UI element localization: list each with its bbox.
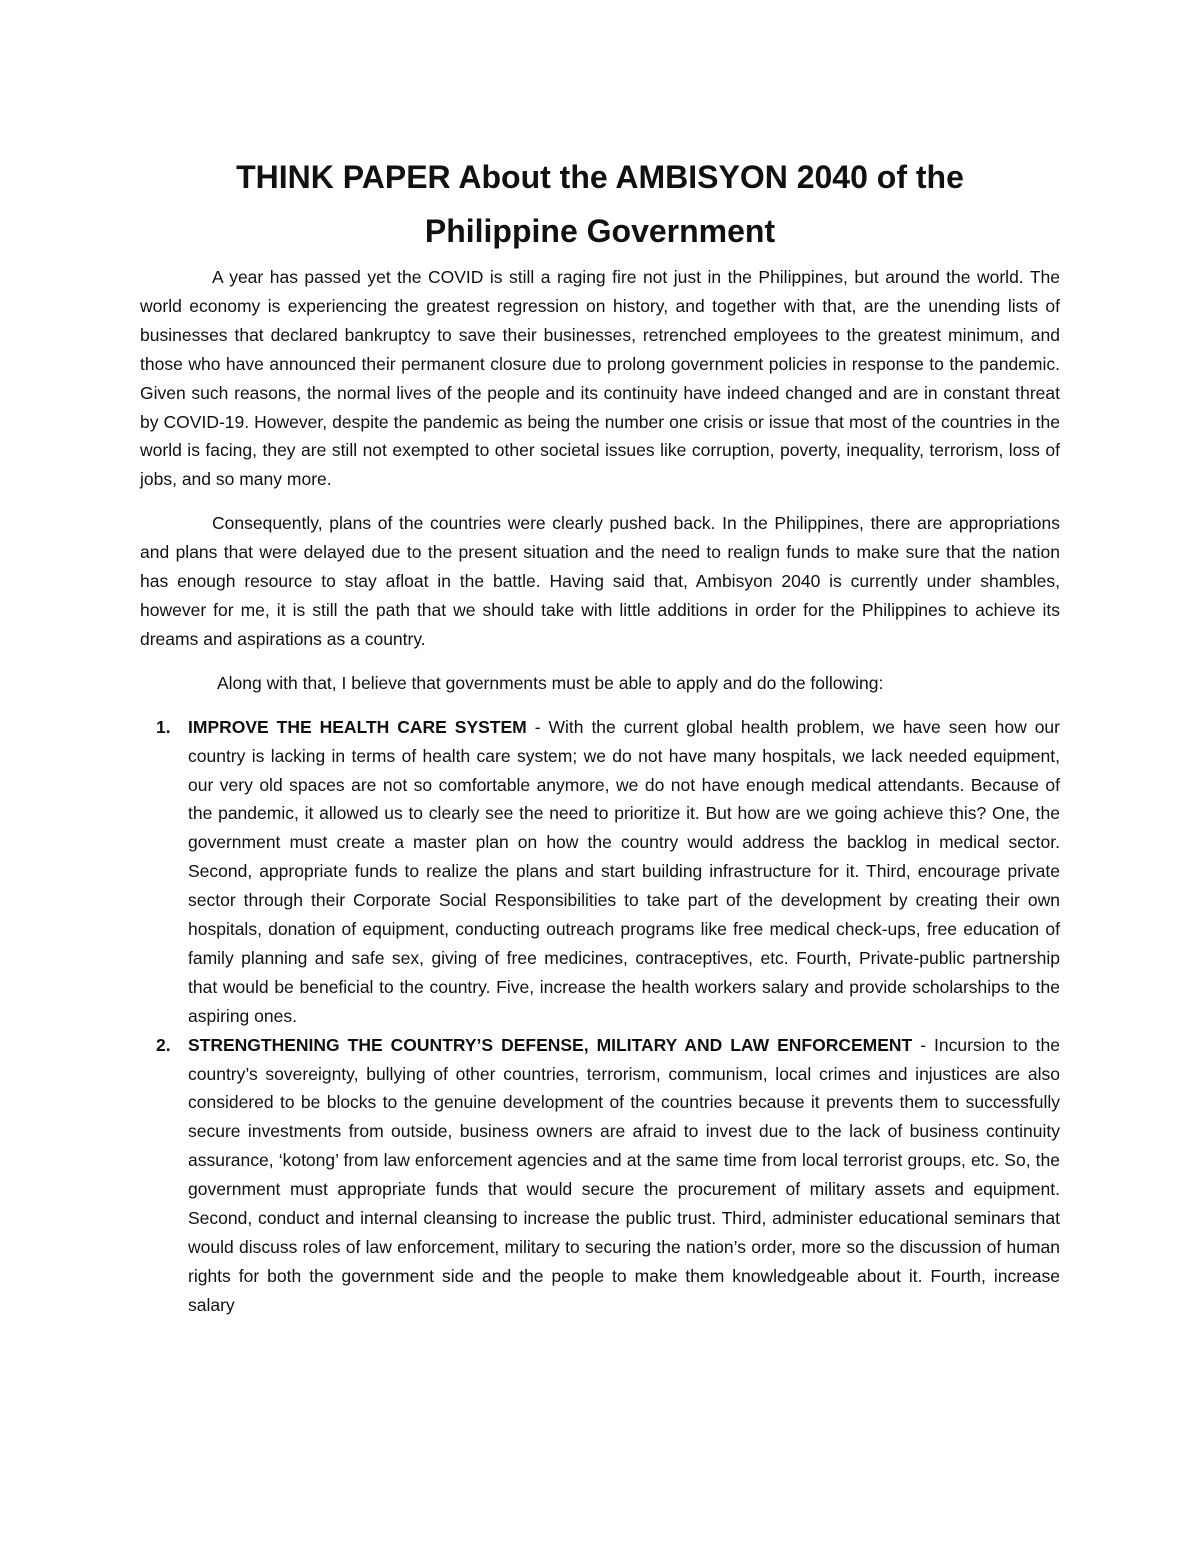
paragraph-intro: A year has passed yet the COVID is still a raging fire not just in the Philippines, but around the world. The world economy is experiencing the greatest regression on history, and together with that, are the unending lists of businesses that declared bankruptcy to save their businesses, retrenched employees to the greatest minimum, and those who have announced their permanent closure due to prolong government policies in response to the pandemic. Given such reasons, the normal lives of the people and its continuity have indeed changed and are in constant threat by COVID-19. However, despite the pandemic as being the number one crisis or issue that most of the countries in the world is facing, they are still not exempted to other societal issues like corruption, poverty, inequality, terrorism, loss of jobs, and so many more.: [140, 267, 1060, 490]
list-item-text: - With the current global health problem, we have seen how our country is lacking in terms of health care system; we do not have many hospitals, we lack needed equipment, our very old spaces are not so comfortable anymore, we do not have enough medical attendants. Because of the pandemic, it allowed us to clearly see the need to prioritize it. But how are we going achieve this? One, the government must create a master plan on how the country would address the backlog in medical sector. Second, appropriate funds to realize the plans and start building infrastructure for it. Third, encourage private sector through their Corporate Social Responsibilities to take part of the development by creating their own hospitals, donation of equipment, conducting outreach programs like free medical check-ups, free education of family planning and safe sex, giving of free medicines, contraceptives, etc. Fourth, Private-public partnership that would be beneficial to the country. Five, increase the health workers salary and provide scholarships to the aspiring ones.: [188, 716, 1060, 1026]
list-item-heading: IMPROVE THE HEALTH CARE SYSTEM: [188, 716, 527, 737]
list-item: [140, 713, 1060, 1031]
document-title: [140, 150, 1060, 258]
recommendations-list: [140, 713, 1060, 1320]
list-item-number: 2.: [156, 1034, 171, 1055]
title-line-2: Philippine Government: [424, 213, 776, 249]
list-item-text: - Incursion to the country’s sovereignty, bullying of other countries, terrorism, communism, local crimes and injustices are also considered to be blocks to the genuine development of the countries because it prevents them to successfully secure investments from outside, business owners are afraid to invest due to the lack of business continuity assurance, ‘kotong’ from law enforcement agencies and at the same time from local terrorist groups, etc. So, the government must appropriate funds that would secure the procurement of military assets and equipment. Second, conduct and internal cleansing to increase the public trust. Third, administer educational seminars that would discuss roles of law enforcement, military to securing the nation’s order, more so the discussion of human rights for both the government side and the people to make them knowledgeable about it. Fourth, increase salary: [188, 1034, 1060, 1315]
list-item-heading: STRENGTHENING THE COUNTRY’S DEFENSE, MILITARY AND LAW ENFORCEMENT: [188, 1034, 913, 1055]
list-item-number: 1.: [156, 716, 171, 737]
list-item: [140, 1031, 1060, 1320]
document-body: [140, 263, 1060, 1320]
paragraph-list-lead: Along with that, I believe that governments must be able to apply and do the following:: [217, 672, 884, 693]
paragraph-consequently: Consequently, plans of the countries were clearly pushed back. In the Philippines, there are appropriations and plans that were delayed due to the present situation and the need to realign funds to make sure that the nation has enough resource to stay afloat in the battle. Having said that, Ambisyon 2040 is currently under shambles, however for me, it is still the path that we should take with little additions in order for the Philippines to achieve its dreams and aspirations as a country.: [140, 513, 1060, 649]
title-line-1: THINK PAPER About the AMBISYON 2040 of the: [236, 159, 964, 195]
